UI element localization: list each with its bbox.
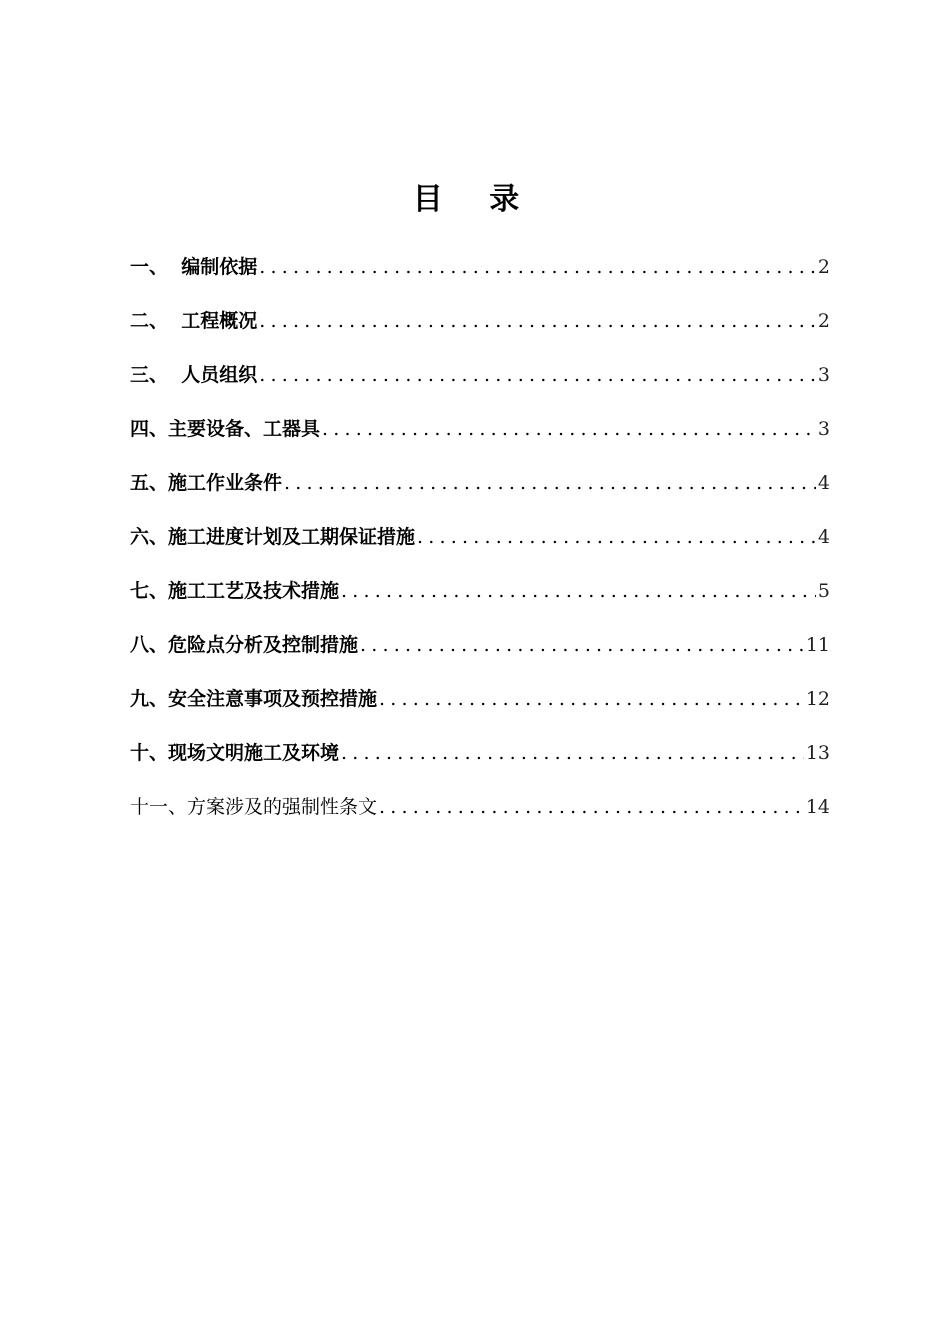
toc-entry-number: 十、: [130, 742, 169, 764]
toc-entry[interactable]: [130, 302, 830, 356]
toc-entry-number: 四、: [130, 418, 169, 440]
toc-dot-leader: [259, 248, 816, 286]
toc-entry-text: [130, 680, 377, 718]
toc-entry-number: 八、: [130, 634, 169, 656]
toc-entry[interactable]: [130, 356, 830, 410]
toc-entry-text: [130, 410, 320, 448]
toc-entry-number: 九、: [130, 688, 169, 710]
toc-dot-leader: [341, 572, 816, 610]
toc-entry-label: 编制依据: [181, 256, 258, 278]
toc-entry-label: 方案涉及的强制性条文: [187, 796, 378, 818]
toc-dot-leader: [379, 680, 804, 718]
toc-entry[interactable]: [130, 410, 830, 464]
toc-entry-number: 五、: [130, 472, 169, 494]
toc-entry-label: 现场文明施工及环境: [168, 742, 340, 764]
toc-entry-text: [130, 356, 257, 394]
toc-dot-leader: [360, 626, 804, 664]
toc-dot-leader: [341, 734, 804, 772]
toc-dot-leader: [417, 518, 816, 556]
toc-entry-label: 工程概况: [181, 310, 258, 332]
toc-page-number: 5: [817, 580, 830, 602]
toc-entry-number: 三、: [130, 364, 182, 386]
toc-entry[interactable]: [130, 680, 830, 734]
toc-page-number: 3: [817, 364, 830, 386]
toc-entry[interactable]: [130, 248, 830, 302]
toc-dot-leader: [259, 356, 816, 394]
toc-page-number: 11: [805, 634, 830, 656]
toc-page-number: 4: [817, 472, 830, 494]
toc-list: [130, 248, 830, 842]
toc-dot-leader: [284, 464, 816, 502]
toc-entry-text: [130, 518, 415, 556]
toc-entry-text: [130, 734, 339, 772]
toc-entry-label: 施工工艺及技术措施: [168, 580, 340, 602]
toc-dot-leader: [259, 302, 816, 340]
toc-page-number: 12: [805, 688, 830, 710]
toc-entry[interactable]: [130, 788, 830, 842]
toc-entry-text: [130, 302, 257, 340]
toc-entry[interactable]: [130, 734, 830, 788]
toc-entry[interactable]: [130, 464, 830, 518]
toc-entry-text: [130, 572, 339, 610]
toc-page-number: 2: [817, 256, 830, 278]
toc-dot-leader: [379, 788, 804, 826]
toc-dot-leader: [322, 410, 816, 448]
toc-entry-number: 十一、: [130, 796, 188, 818]
toc-entry-text: [130, 626, 358, 664]
toc-entry-number: 六、: [130, 526, 169, 548]
toc-entry-number: 七、: [130, 580, 169, 602]
toc-entry-number: 一、: [130, 256, 182, 278]
toc-entry[interactable]: [130, 518, 830, 572]
toc-entry[interactable]: [130, 572, 830, 626]
toc-entry-text: [130, 248, 257, 286]
toc-entry-text: [130, 464, 282, 502]
toc-entry-label: 施工作业条件: [168, 472, 283, 494]
toc-entry-label: 危险点分析及控制措施: [168, 634, 359, 656]
toc-page-number: 13: [805, 742, 830, 764]
toc-entry-text: [130, 788, 377, 826]
toc-entry-number: 二、: [130, 310, 182, 332]
toc-entry-label: 主要设备、工器具: [168, 418, 321, 440]
toc-page-number: 14: [805, 796, 830, 818]
toc-entry-label: 施工进度计划及工期保证措施: [168, 526, 416, 548]
toc-title: 目 录: [412, 182, 538, 217]
toc-page-number: 3: [817, 418, 830, 440]
toc-page-number: 2: [817, 310, 830, 332]
toc-entry-label: 安全注意事项及预控措施: [168, 688, 378, 710]
toc-entry[interactable]: [130, 626, 830, 680]
toc-page-number: 4: [817, 526, 830, 548]
toc-entry-label: 人员组织: [181, 364, 258, 386]
